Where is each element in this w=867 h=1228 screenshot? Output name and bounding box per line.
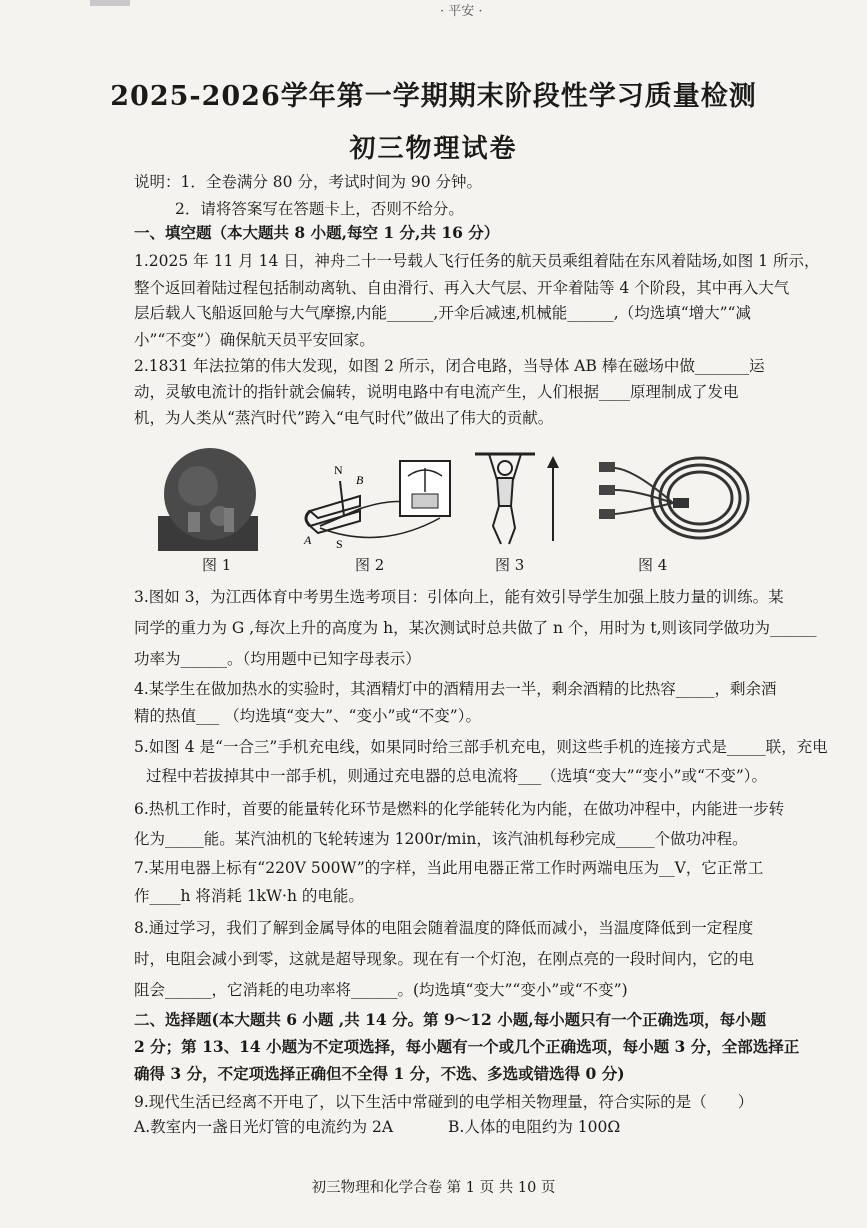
fig2-label-n: N bbox=[334, 463, 343, 477]
q9-stem: 9.现代生活已经离不开电了，以下生活中常碰到的电学相关物理量，符合实际的是（ ） bbox=[134, 1093, 754, 1111]
figure-3-caption: 图 3 bbox=[495, 556, 525, 574]
section2-heading-line: 二、选择题(本大题共 6 小题 ,共 14 分。第 9～12 小题,每小题只有一个正确选项，每小题 bbox=[134, 1010, 767, 1029]
q8-line: 阻会______，它消耗的电功率将______。(均选填“变大”“变小”或“不变”) bbox=[134, 981, 628, 999]
q1-line: 整个返回着陆过程包括制动离轨、自由滑行、再入大气层、开伞着陆等 4 个阶段，其中再入大气 bbox=[134, 279, 790, 297]
figure-row bbox=[150, 446, 750, 581]
q1-line: 层后载人飞船返回舱与大气摩擦,内能______,开伞后减速,机械能______,（均选填“增大”“减 bbox=[134, 304, 751, 322]
exam-title: 2025-2026学年第一学期期末阶段性学习质量检测 bbox=[110, 81, 757, 112]
q2-line: 动，灵敏电流计的指针就会偏转，说明电路中有电流产生，人们根据____原理制成了发电 bbox=[134, 383, 739, 401]
section2-heading-line: 2 分；第 13、14 小题为不定项选择，每小题有一个或几个正确选项，每小题 3 分，全部选择正 bbox=[134, 1037, 800, 1056]
figure-2-circuit bbox=[300, 456, 480, 555]
top-fragment: · 平安 · bbox=[440, 4, 483, 19]
q5-line: 5.如图 4 是“一合三”手机充电线，如果同时给三部手机充电，则这些手机的连接方式是_____联，充电 bbox=[134, 738, 828, 756]
section1-heading: 一、填空题（本大题共 8 小题,每空 1 分,共 16 分） bbox=[134, 223, 500, 242]
scan-corner-mark bbox=[90, 0, 130, 6]
figure-1-photo bbox=[158, 446, 258, 555]
exam-subtitle: 初三物理试卷 bbox=[349, 134, 518, 164]
q6-line: 化为_____能。某汽油机的飞轮转速为 1200r/min，该汽油机每秒完成_____个做功冲程。 bbox=[134, 830, 748, 848]
q3-line: 3.图如 3，为江西体育中考男生选考项目：引体向上，能有效引导学生加强上肢力量的训练。某 bbox=[134, 588, 784, 606]
q8-line: 8.通过学习，我们了解到金属导体的电阻会随着温度的降低而减小，当温度降低到一定程度 bbox=[134, 919, 754, 937]
figure-4-caption: 图 4 bbox=[638, 556, 668, 574]
fig2-label-b: B bbox=[356, 473, 364, 487]
q7-line: 作____h 将消耗 1kW·h 的电能。 bbox=[134, 887, 364, 905]
section2-heading-line: 确得 3 分，不定项选择正确但不全得 1 分，不选、多选或错选得 0 分) bbox=[134, 1064, 625, 1083]
q5-line: 过程中若拔掉其中一部手机，则通过充电器的总电流将___（选填“变大”“变小”或“不变”）。 bbox=[146, 767, 768, 785]
q2-line: 机，为人类从“蒸汽时代”跨入“电气时代”做出了伟大的贡献。 bbox=[134, 409, 554, 427]
instruction-2: 2．请将答案写在答题卡上，否则不给分。 bbox=[175, 200, 464, 218]
q2-line: 2.1831 年法拉第的伟大发现，如图 2 所示，闭合电路，当导体 AB 棒在磁场中做_______运 bbox=[134, 357, 765, 375]
figure-2-caption: 图 2 bbox=[355, 556, 385, 574]
q4-line: 精的热值___ （均选填“变大”、“变小”或“不变”）。 bbox=[134, 707, 481, 725]
q1-line: 1.2025 年 11 月 14 日，神舟二十一号载人飞行任务的航天员乘组着陆在东风着陆场,如图 1 所示， bbox=[134, 252, 820, 270]
fig2-label-a: A bbox=[304, 533, 312, 547]
page-footer: 初三物理和化学合卷 第 1 页 共 10 页 bbox=[311, 1180, 556, 1196]
q1-line: 小”“不变”）确保航天员平安回家。 bbox=[134, 331, 375, 349]
instruction-1: 说明：1．全卷满分 80 分，考试时间为 90 分钟。 bbox=[134, 173, 483, 191]
q9-option-b: B.人体的电阻约为 100Ω bbox=[448, 1118, 621, 1136]
q6-line: 6.热机工作时，首要的能量转化环节是燃料的化学能转化为内能，在做功冲程中，内能进一步转 bbox=[134, 800, 785, 818]
q8-line: 时，电阻会减小到零，这就是超导现象。现在有一个灯泡，在刚点亮的一段时间内，它的电 bbox=[134, 950, 755, 968]
fig2-label-s: S bbox=[336, 537, 343, 551]
q4-line: 4.某学生在做加热水的实验时，其酒精灯中的酒精用去一半，剩余酒精的比热容_____，剩余酒 bbox=[134, 680, 777, 698]
q9-option-a: A.教室内一盏日光灯管的电流约为 2A bbox=[134, 1118, 394, 1136]
figure-4-cable bbox=[595, 450, 755, 554]
figure-3-pullup bbox=[475, 446, 570, 555]
q3-line: 同学的重力为 G ,每次上升的高度为 h，某次测试时总共做了 n 个，用时为 t,则该同学做功为______ bbox=[134, 619, 817, 637]
figure-1-caption: 图 1 bbox=[202, 556, 232, 574]
q7-line: 7.某用电器上标有“220V 500W”的字样，当此用电器正常工作时两端电压为__V，它正常工 bbox=[134, 859, 764, 877]
q3-line: 功率为______。（均用题中已知字母表示） bbox=[134, 650, 421, 668]
